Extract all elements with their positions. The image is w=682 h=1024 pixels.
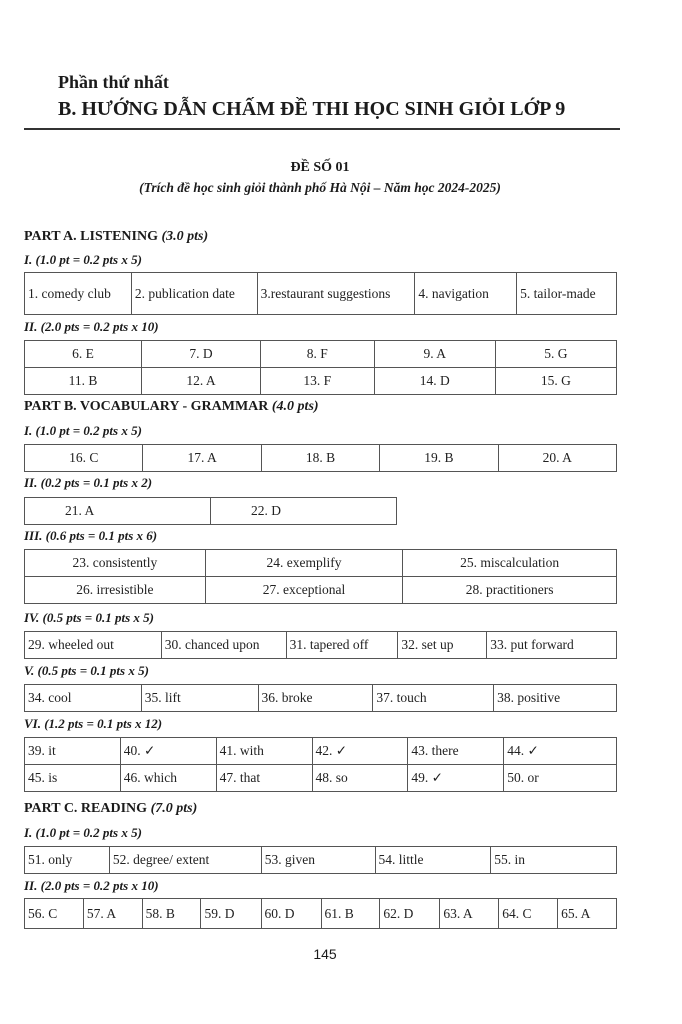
answer-cell: 65. A (558, 899, 617, 929)
answer-cell: 46. which (120, 765, 216, 792)
answer-cell: 35. lift (141, 685, 258, 712)
answer-cell: 64. C (499, 899, 558, 929)
answer-cell: 50. or (504, 765, 617, 792)
answer-cell: 63. A (440, 899, 499, 929)
answer-cell: 26. irresistible (25, 577, 206, 604)
answer-cell: 6. E (25, 341, 142, 368)
answer-cell: 41. with (216, 738, 312, 765)
part-b-section-2-heading: II. (0.2 pts = 0.1 pts x 2) (24, 475, 153, 490)
part-b-section-1-heading: I. (1.0 pt = 0.2 pts x 5) (24, 423, 142, 438)
answer-cell: 28. practitioners (403, 577, 617, 604)
answer-cell: 55. in (491, 847, 617, 874)
answer-cell: 52. degree/ extent (109, 847, 261, 874)
answer-cell: 60. D (261, 899, 321, 929)
answer-cell: 7. D (142, 341, 261, 368)
part-a-section-2-heading: II. (2.0 pts = 0.2 pts x 10) (24, 319, 159, 334)
answer-cell: 62. D (380, 899, 440, 929)
exam-source: (Trích đề học sinh giỏi thành phố Hà Nội – Năm học 2024-2025) (139, 180, 501, 195)
part-b-section-4-heading: IV. (0.5 pts = 0.1 pts x 5) (24, 610, 154, 625)
answer-cell: 14. D (374, 368, 495, 395)
answer-cell: 48. so (312, 765, 408, 792)
part-c-section-1-heading: I. (1.0 pt = 0.2 pts x 5) (24, 825, 142, 840)
answer-cell: 39. it (25, 738, 121, 765)
answer-cell: 11. B (25, 368, 142, 395)
part-c-section-1-table (24, 846, 617, 874)
answer-cell: 5. tailor-made (517, 273, 617, 315)
page-number: 145 (313, 946, 337, 962)
part-a-section-2-table (24, 340, 617, 395)
answer-cell: 29. wheeled out (25, 632, 162, 659)
part-c-section-2-table (24, 898, 617, 929)
title-divider (24, 128, 620, 130)
answer-cell: 18. B (261, 445, 379, 472)
answer-cell: 24. exemplify (205, 550, 403, 577)
part-b-section-3-table (24, 549, 617, 604)
exam-number: ĐỀ SỐ 01 (290, 160, 350, 175)
answer-cell: 19. B (380, 445, 498, 472)
answer-cell: 32. set up (398, 632, 487, 659)
answer-cell: 21. A (25, 498, 211, 525)
answer-cell: 5. G (495, 341, 616, 368)
answer-cell: 9. A (374, 341, 495, 368)
answer-cell: 49. ✓ (408, 765, 504, 792)
part-a-section-1-heading: I. (1.0 pt = 0.2 pts x 5) (24, 252, 142, 267)
part-b-section-5-table (24, 684, 617, 712)
answer-cell: 1. comedy club (25, 273, 132, 315)
part-a-title: PART A. LISTENING (24, 229, 158, 244)
answer-cell: 44. ✓ (504, 738, 617, 765)
answer-cell: 31. tapered off (286, 632, 398, 659)
answer-cell: 59. D (201, 899, 261, 929)
answer-cell: 27. exceptional (205, 577, 403, 604)
answer-cell: 38. positive (494, 685, 617, 712)
part-b-section-3-heading: III. (0.6 pts = 0.1 pts x 6) (24, 528, 158, 543)
answer-cell: 15. G (495, 368, 616, 395)
part-b-section-6-table (24, 737, 617, 792)
answer-cell: 40. ✓ (120, 738, 216, 765)
part-c-points: (7.0 pts) (150, 801, 198, 816)
answer-cell: 42. ✓ (312, 738, 408, 765)
answer-cell: 54. little (375, 847, 491, 874)
part-b-section-2-table (24, 497, 397, 525)
answer-cell: 45. is (25, 765, 121, 792)
part-a-section-1-table (24, 272, 617, 315)
page-title: B. HƯỚNG DẪN CHẤM ĐỀ THI HỌC SINH GIỎI LỚP 9 (58, 98, 566, 120)
part-c-section-2-heading: II. (2.0 pts = 0.2 pts x 10) (24, 878, 159, 893)
part-b-points: (4.0 pts) (271, 399, 319, 414)
answer-cell: 12. A (142, 368, 261, 395)
answer-cell: 4. navigation (415, 273, 517, 315)
part-b-section-1-table (24, 444, 617, 472)
part-b-section-5-heading: V. (0.5 pts = 0.1 pts x 5) (24, 663, 149, 678)
answer-cell: 16. C (25, 445, 143, 472)
part-a-points: (3.0 pts) (161, 229, 209, 244)
part-b-heading (24, 399, 319, 415)
answer-cell: 2. publication date (131, 273, 257, 315)
part-a-heading (24, 229, 208, 245)
answer-cell: 30. chanced upon (161, 632, 286, 659)
answer-cell: 43. there (408, 738, 504, 765)
answer-cell: 22. D (211, 498, 397, 525)
answer-cell: 58. B (142, 899, 201, 929)
answer-cell: 25. miscalculation (403, 550, 617, 577)
answer-cell: 56. C (25, 899, 84, 929)
part-c-heading (24, 801, 197, 817)
part-b-section-4-table (24, 631, 617, 659)
answer-cell: 3.restaurant suggestions (257, 273, 415, 315)
part-c-title: PART C. READING (24, 801, 148, 816)
answer-cell: 20. A (498, 445, 616, 472)
answer-cell: 47. that (216, 765, 312, 792)
part-b-title: PART B. VOCABULARY - GRAMMAR (24, 399, 269, 414)
answer-cell: 13. F (260, 368, 374, 395)
answer-cell: 36. broke (258, 685, 373, 712)
part-label: Phần thứ nhất (58, 72, 169, 92)
answer-cell: 23. consistently (25, 550, 206, 577)
answer-cell: 61. B (321, 899, 380, 929)
answer-cell: 53. given (261, 847, 375, 874)
answer-cell: 37. touch (373, 685, 494, 712)
part-b-section-6-heading: VI. (1.2 pts = 0.1 pts x 12) (24, 716, 163, 731)
answer-cell: 34. cool (25, 685, 142, 712)
answer-cell: 33. put forward (487, 632, 617, 659)
answer-cell: 51. only (25, 847, 110, 874)
answer-cell: 17. A (143, 445, 261, 472)
answer-cell: 57. A (83, 899, 142, 929)
answer-cell: 8. F (260, 341, 374, 368)
